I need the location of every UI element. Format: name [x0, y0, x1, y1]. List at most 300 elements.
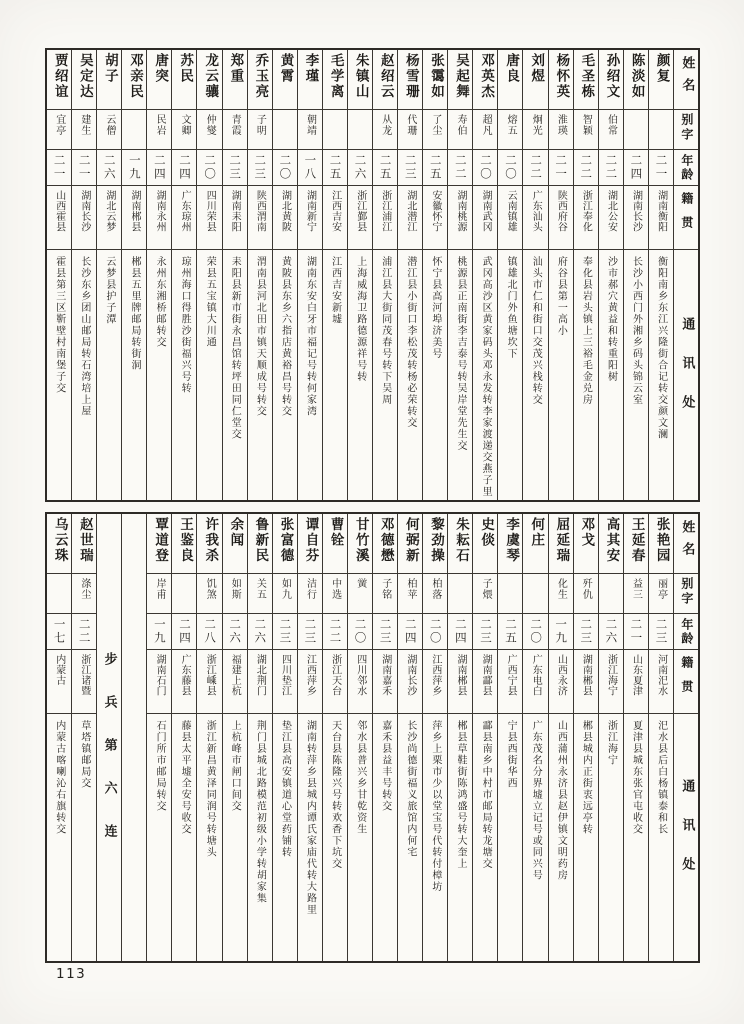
person-age: 二二 — [453, 154, 468, 181]
age-cell — [248, 613, 272, 649]
courtesy-name-cell — [398, 109, 422, 149]
native-place-cell — [473, 185, 497, 249]
person-address: 浙江新昌黄泽同润号转塘头 — [204, 720, 216, 858]
person-age: 二四 — [178, 618, 192, 645]
person-native-place: 浙江浦江 — [379, 190, 391, 232]
person-age: 二二 — [77, 618, 92, 645]
header-age-label: 年龄 — [679, 153, 694, 182]
person-courtesy-name: 子铭 — [379, 578, 391, 600]
person-courtesy-name: 熔五 — [505, 114, 517, 136]
address-cell — [649, 713, 673, 961]
native-place-cell — [498, 185, 522, 249]
person-address: 怀宁县高河埠济美号 — [429, 256, 441, 360]
person-courtesy-name: 了尘 — [429, 114, 441, 136]
person-name: 屈延瑞 — [553, 517, 570, 564]
person-column — [447, 514, 472, 961]
person-name: 朱镇山 — [352, 53, 369, 100]
person-courtesy-name: 柏落 — [429, 578, 441, 600]
courtesy-name-cell — [523, 109, 547, 149]
header-name-cell — [674, 514, 698, 573]
person-age: 二一 — [554, 154, 569, 181]
person-column — [146, 514, 171, 961]
person-name: 毛圣栋 — [578, 53, 595, 100]
person-native-place: 云南镇雄 — [505, 190, 517, 232]
person-native-place: 陕西渭南 — [254, 190, 266, 232]
person-courtesy-name: 云僧 — [103, 114, 115, 136]
person-name: 苏民 — [177, 53, 194, 84]
name-cell — [523, 514, 547, 573]
person-age: 二一 — [629, 618, 644, 645]
person-courtesy-name: 寿伯 — [455, 114, 466, 136]
person-native-place: 湖南武冈 — [480, 190, 492, 232]
age-cell — [298, 613, 322, 649]
section-divider-label: 步兵第六连 — [101, 652, 117, 867]
courtesy-name-cell — [223, 573, 247, 613]
name-cell — [599, 50, 623, 109]
person-age: 二五 — [428, 154, 443, 181]
address-cell — [47, 713, 71, 961]
header-address-label: 通讯处 — [679, 779, 695, 896]
name-cell — [398, 50, 422, 109]
courtesy-name-cell — [273, 573, 297, 613]
native-place-cell — [122, 185, 146, 249]
person-age: 二三 — [278, 618, 293, 645]
courtesy-name-cell — [599, 573, 623, 613]
age-cell — [348, 613, 372, 649]
native-place-cell — [649, 185, 673, 249]
person-column — [598, 50, 623, 500]
address-cell — [599, 713, 623, 961]
person-native-place: 湖南郴县 — [580, 654, 592, 696]
age-cell — [523, 613, 547, 649]
age-cell — [298, 149, 322, 185]
age-cell — [172, 149, 196, 185]
person-courtesy-name: 饥煞 — [204, 578, 216, 600]
person-address: 嘉禾县益丰号转交 — [379, 720, 391, 812]
person-address: 武冈高沙区黄家码头邓永发转李家渡递交燕子里 — [480, 256, 492, 498]
person-column — [623, 50, 648, 500]
courtesy-name-cell — [423, 573, 447, 613]
courtesy-name-cell — [172, 573, 196, 613]
person-address: 草塔镇邮局交 — [78, 720, 90, 789]
native-place-cell — [197, 649, 221, 713]
address-cell — [273, 713, 297, 961]
name-cell — [172, 514, 196, 573]
person-address: 宁县西街华西 — [505, 720, 517, 789]
person-column — [573, 50, 598, 500]
person-courtesy-name: 炯光 — [530, 114, 542, 136]
person-address: 广东茂名分界墟立记号或同兴号 — [530, 720, 542, 881]
courtesy-name-cell — [498, 573, 522, 613]
name-cell — [473, 514, 497, 573]
person-native-place: 湖南石门 — [154, 654, 166, 696]
person-age: 一九 — [152, 618, 167, 645]
person-native-place: 湖北黄陂 — [279, 190, 291, 232]
person-name: 高其安 — [603, 517, 620, 564]
person-courtesy-name: 柏苹 — [404, 578, 416, 600]
person-name: 陈淡如 — [628, 53, 645, 100]
address-cell — [599, 249, 623, 500]
person-native-place: 江西萍乡 — [304, 654, 316, 696]
address-cell — [523, 713, 547, 961]
person-address: 天台县陈隆兴号转欢香下坑交 — [329, 720, 341, 870]
person-native-place: 陕西府谷 — [555, 190, 567, 232]
age-cell — [549, 149, 573, 185]
person-column — [297, 50, 322, 500]
person-courtesy-name: 淮瑛 — [555, 114, 567, 136]
age-cell — [574, 613, 598, 649]
age-cell — [398, 149, 422, 185]
person-name: 何庄 — [528, 517, 545, 548]
person-age: 二三 — [478, 618, 493, 645]
header-courtesy-cell — [674, 109, 698, 149]
native-place-cell — [549, 649, 573, 713]
person-name: 赵绍云 — [377, 53, 394, 100]
address-cell — [423, 249, 447, 500]
courtesy-name-cell — [549, 573, 573, 613]
name-cell — [373, 514, 397, 573]
name-cell — [223, 50, 247, 109]
courtesy-name-cell — [448, 573, 472, 613]
courtesy-name-cell — [47, 109, 71, 149]
person-column — [121, 50, 146, 500]
person-address: 耒阳县新市街永昌馆转坪田同仁堂交 — [229, 256, 241, 440]
age-cell — [223, 149, 247, 185]
name-cell — [498, 514, 522, 573]
person-courtesy-name: 宜亭 — [53, 114, 65, 136]
name-cell — [549, 50, 573, 109]
address-cell — [248, 713, 272, 961]
person-address: 山西蒲州永济县赵伊镇文明药房 — [555, 720, 567, 881]
person-age: 二〇 — [504, 154, 519, 181]
age-cell — [549, 613, 573, 649]
person-column — [272, 514, 297, 961]
person-native-place: 广东藤县 — [179, 654, 191, 696]
person-native-place: 湖南长沙 — [404, 654, 416, 696]
header-courtesy-label: 别字 — [679, 577, 694, 607]
person-age: 二四 — [453, 618, 468, 645]
person-name: 乌云珠 — [51, 517, 68, 564]
age-cell — [248, 149, 272, 185]
person-column — [71, 514, 96, 961]
name-cell — [398, 514, 422, 573]
person-age: 二〇 — [478, 154, 493, 181]
person-age: 二三 — [579, 618, 594, 645]
native-place-cell — [473, 649, 497, 713]
person-courtesy-name: 朝靖 — [304, 114, 316, 136]
person-name: 许我杀 — [202, 517, 219, 564]
native-place-cell — [273, 185, 297, 249]
person-native-place: 湖南耒阳 — [229, 190, 241, 232]
name-cell — [172, 50, 196, 109]
native-place-cell — [549, 185, 573, 249]
person-courtesy-name: 关五 — [254, 578, 266, 600]
person-age: 一八 — [303, 154, 318, 181]
person-native-place: 江西萍乡 — [429, 654, 441, 696]
address-cell — [223, 249, 247, 500]
courtesy-name-cell — [373, 573, 397, 613]
courtesy-name-cell — [624, 109, 648, 149]
address-cell — [473, 249, 497, 500]
person-column — [247, 514, 272, 961]
name-cell — [574, 514, 598, 573]
person-courtesy-name: 涤尘 — [78, 578, 90, 600]
person-age: 二二 — [328, 618, 343, 645]
person-address: 长沙小西门外湘乡码头锦云室 — [630, 256, 642, 406]
person-age: 二〇 — [278, 154, 293, 181]
person-address: 上杭峰市闸口间交 — [229, 720, 241, 812]
native-place-cell — [624, 649, 648, 713]
age-cell — [448, 613, 472, 649]
courtesy-name-cell — [248, 573, 272, 613]
native-place-cell — [323, 649, 347, 713]
courtesy-name-cell — [624, 573, 648, 613]
address-cell — [448, 249, 472, 500]
age-cell — [599, 149, 623, 185]
native-place-cell — [448, 649, 472, 713]
person-address: 府谷县第一高小 — [555, 256, 567, 337]
name-cell — [423, 514, 447, 573]
address-cell — [574, 249, 598, 500]
address-cell — [72, 713, 96, 961]
native-place-cell — [223, 185, 247, 249]
age-cell — [323, 149, 347, 185]
name-cell — [197, 514, 221, 573]
person-address: 浙江海宁 — [605, 720, 617, 766]
native-place-cell — [574, 649, 598, 713]
courtesy-name-cell — [574, 109, 598, 149]
person-name: 颜复 — [653, 53, 670, 84]
person-native-place: 湖北荆门 — [254, 654, 266, 696]
person-address: 郴县草鞋街陈鸿盛号转大奎上 — [455, 720, 466, 870]
person-address: 内蒙古喀喇沁右旗转交 — [53, 720, 65, 835]
person-native-place: 湖南衡阳 — [655, 190, 667, 232]
person-column — [522, 50, 547, 500]
name-cell — [624, 514, 648, 573]
address-cell — [172, 249, 196, 500]
person-name: 鲁新民 — [252, 517, 269, 564]
age-cell — [348, 149, 372, 185]
person-column — [447, 50, 472, 500]
person-age: 二〇 — [353, 618, 368, 645]
person-courtesy-name: 伯常 — [605, 114, 617, 136]
person-address: 萍乡上栗市少以堂宝号代转付樟坊 — [429, 720, 441, 893]
courtesy-name-cell — [649, 109, 673, 149]
age-cell — [498, 613, 522, 649]
name-cell — [223, 514, 247, 573]
native-place-cell — [47, 649, 71, 713]
name-cell — [448, 514, 472, 573]
person-age: 二六 — [102, 154, 117, 181]
person-name: 刘煜 — [528, 53, 545, 84]
header-column — [673, 50, 698, 500]
age-cell — [649, 149, 673, 185]
person-name: 唐良 — [503, 53, 520, 84]
age-cell — [423, 149, 447, 185]
person-address: 郴县城内正街衷远亭转 — [580, 720, 592, 835]
person-native-place: 浙江天台 — [329, 654, 341, 696]
native-place-cell — [423, 649, 447, 713]
native-place-cell — [298, 649, 322, 713]
person-address: 霍县第三区靳壁村南堡子交 — [53, 256, 65, 394]
native-place-cell — [348, 185, 372, 249]
address-cell — [323, 713, 347, 961]
address-cell — [273, 249, 297, 500]
person-native-place: 湖南永州 — [154, 190, 166, 232]
person-column — [522, 514, 547, 961]
native-place-cell — [147, 185, 171, 249]
address-cell — [398, 713, 422, 961]
person-courtesy-name: 代珊 — [404, 114, 416, 136]
person-native-place: 内蒙古 — [53, 654, 65, 686]
person-column — [196, 514, 221, 961]
header-address-label: 通讯处 — [679, 316, 695, 434]
person-name: 甘竹溪 — [352, 517, 369, 564]
address-cell — [197, 713, 221, 961]
person-courtesy-name: 益三 — [630, 578, 642, 600]
native-place-cell — [599, 649, 623, 713]
address-cell — [624, 713, 648, 961]
header-name-label: 姓名 — [679, 520, 695, 564]
person-column — [372, 514, 397, 961]
address-cell — [298, 713, 322, 961]
courtesy-name-cell — [574, 573, 598, 613]
courtesy-name-cell — [72, 573, 96, 613]
native-place-cell — [523, 185, 547, 249]
address-cell — [298, 249, 322, 500]
header-courtesy-cell — [674, 573, 698, 613]
age-cell — [197, 149, 221, 185]
person-name: 张艳园 — [653, 517, 670, 564]
age-cell — [223, 613, 247, 649]
age-cell — [574, 149, 598, 185]
age-cell — [323, 613, 347, 649]
person-name: 杨雪珊 — [402, 53, 419, 100]
address-cell — [172, 713, 196, 961]
person-address: 汕头市仁和街口交茂兴栈转交 — [530, 256, 542, 406]
person-name: 李虞琴 — [503, 517, 520, 564]
person-name: 唐突 — [152, 53, 169, 84]
person-age: 二六 — [253, 618, 268, 645]
roster-table-bottom — [45, 512, 700, 963]
header-address-cell — [674, 249, 698, 500]
person-name: 黎劲操 — [427, 517, 444, 564]
person-address: 永州东湘桥邮转交 — [154, 256, 166, 348]
name-cell — [323, 514, 347, 573]
person-native-place: 浙江诸暨 — [78, 654, 90, 696]
name-cell — [498, 50, 522, 109]
person-column — [397, 50, 422, 500]
age-cell — [97, 149, 121, 185]
address-cell — [122, 249, 146, 500]
person-address: 奉化县岩头镇上三裕毛金兑房 — [580, 256, 592, 406]
age-cell — [473, 149, 497, 185]
address-cell — [147, 249, 171, 500]
age-cell — [373, 613, 397, 649]
person-age: 二四 — [629, 154, 644, 181]
person-native-place: 广东琼州 — [179, 190, 191, 232]
native-place-cell — [348, 649, 372, 713]
person-native-place: 湖南酃县 — [480, 654, 492, 696]
section-divider-column — [96, 514, 121, 961]
person-native-place: 四川邻水 — [354, 654, 366, 696]
person-column — [297, 514, 322, 961]
age-cell — [273, 613, 297, 649]
person-native-place: 湖南郴县 — [128, 190, 140, 232]
name-cell — [273, 514, 297, 573]
person-native-place: 浙江海宁 — [605, 654, 617, 696]
name-cell — [147, 50, 171, 109]
name-cell — [273, 50, 297, 109]
native-place-cell — [649, 649, 673, 713]
person-courtesy-name: 岸甫 — [154, 578, 166, 600]
person-name: 史倓 — [478, 517, 495, 548]
person-age: 二六 — [228, 618, 243, 645]
person-native-place: 河南汜水 — [655, 654, 667, 696]
age-cell — [423, 613, 447, 649]
age-cell — [473, 613, 497, 649]
person-column — [196, 50, 221, 500]
person-column — [47, 514, 71, 961]
person-name: 李瑾 — [302, 53, 319, 84]
person-name: 吴起舞 — [453, 53, 470, 100]
person-native-place: 湖南桃源 — [455, 190, 466, 232]
header-age-label: 年龄 — [679, 617, 694, 646]
person-name: 邓亲民 — [127, 53, 143, 100]
header-courtesy-label: 别字 — [679, 113, 694, 143]
person-name: 邓德懋 — [377, 517, 394, 564]
age-cell — [172, 613, 196, 649]
person-address: 衡阳南乡东江兴隆街合记转交颜文澜 — [655, 256, 667, 440]
age-cell — [122, 149, 146, 185]
address-cell — [348, 249, 372, 500]
person-address: 汜水县后白杨镇泰和长 — [655, 720, 667, 835]
person-native-place: 四川荣县 — [204, 190, 216, 232]
person-courtesy-name: 超凡 — [480, 114, 492, 136]
person-courtesy-name: 建生 — [78, 114, 90, 136]
courtesy-name-cell — [398, 573, 422, 613]
person-courtesy-name: 文卿 — [179, 114, 191, 136]
person-name: 张霭如 — [427, 53, 444, 100]
person-courtesy-name: 如九 — [279, 578, 291, 600]
person-name: 曹铨 — [327, 517, 344, 548]
person-native-place: 浙江嵊县 — [204, 654, 216, 696]
native-place-cell — [423, 185, 447, 249]
age-cell — [72, 149, 96, 185]
person-column — [497, 50, 522, 500]
header-name-label: 姓名 — [679, 56, 695, 100]
person-name: 龙云骧 — [202, 53, 219, 100]
address-cell — [223, 713, 247, 961]
name-cell — [147, 514, 171, 573]
header-native-cell — [674, 185, 698, 249]
person-address: 荣县五宝镇大川通 — [204, 256, 216, 348]
person-age: 二四 — [403, 618, 418, 645]
person-name: 毛学离 — [327, 53, 344, 100]
person-age: 一九 — [554, 618, 569, 645]
age-cell — [147, 613, 171, 649]
person-native-place: 浙江鄞县 — [354, 190, 366, 232]
person-age: 二四 — [152, 154, 167, 181]
native-place-cell — [97, 185, 121, 249]
person-age: 一七 — [52, 618, 67, 645]
person-native-place: 广东电白 — [530, 654, 542, 696]
person-column — [573, 514, 598, 961]
header-native-cell — [674, 649, 698, 713]
age-cell — [624, 149, 648, 185]
courtesy-name-cell — [498, 109, 522, 149]
address-cell — [373, 249, 397, 500]
